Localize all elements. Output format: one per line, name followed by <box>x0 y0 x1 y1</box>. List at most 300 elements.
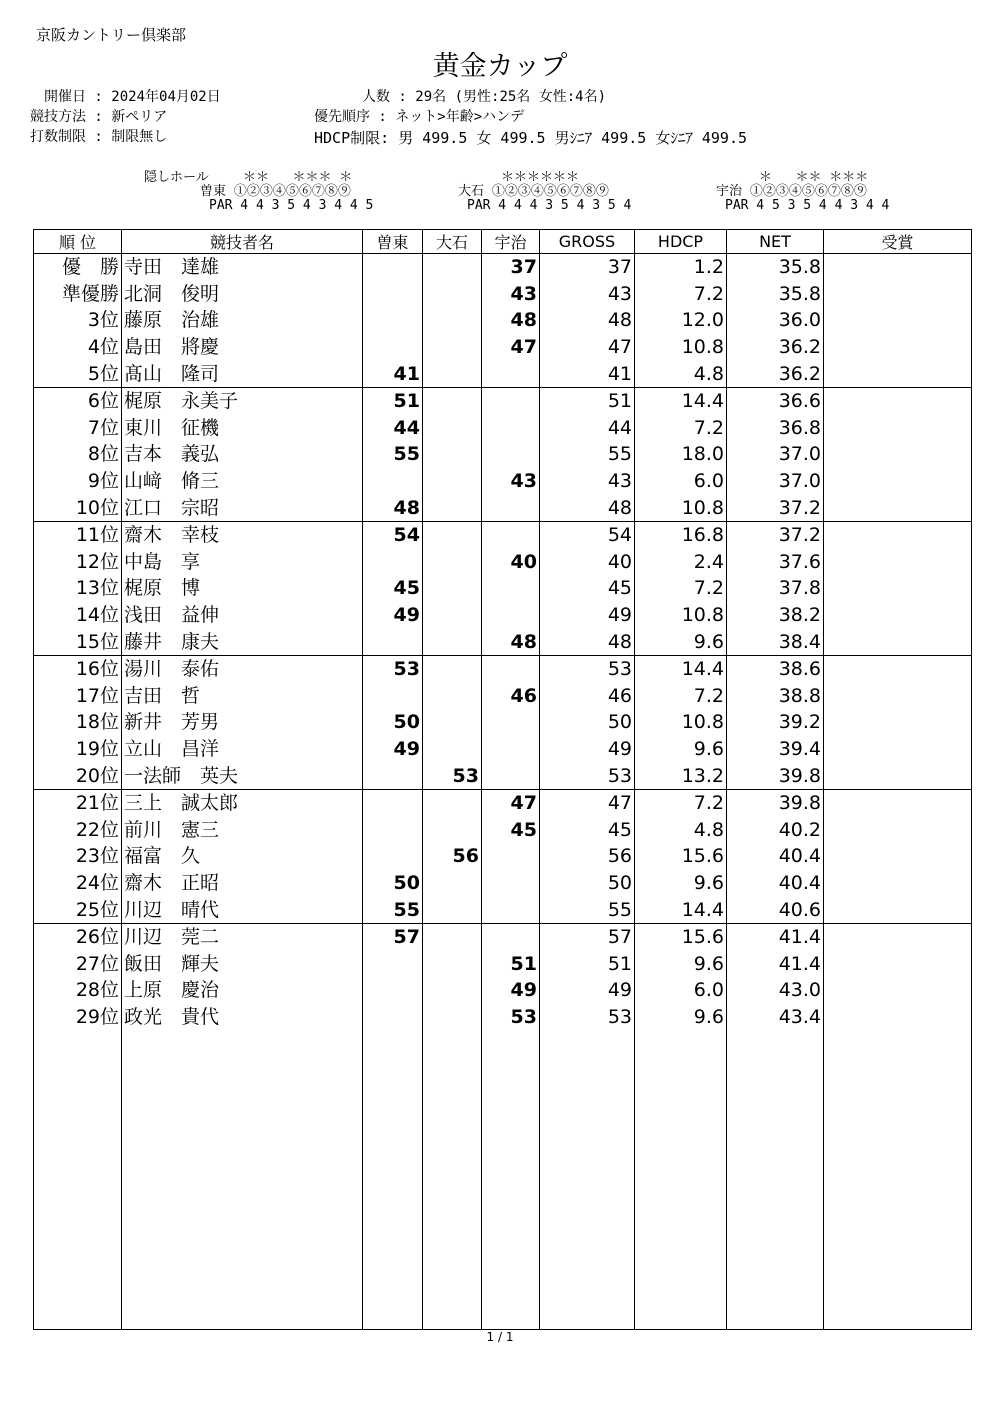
hidden-holes-oishi <box>458 171 631 213</box>
rank-cell: 29位 <box>34 1004 122 1031</box>
score-oishi <box>423 977 482 1004</box>
gross-score: 53 <box>540 1004 635 1031</box>
rank-cell: 24位 <box>34 870 122 897</box>
award-cell <box>824 254 972 281</box>
gross-score: 55 <box>540 441 635 468</box>
table-row <box>34 683 972 710</box>
net-score: 38.4 <box>727 628 824 655</box>
handicap: 13.2 <box>635 762 727 789</box>
net-score: 36.2 <box>727 360 824 387</box>
rank-cell: 準優勝 <box>34 281 122 308</box>
gross-score: 53 <box>540 655 635 682</box>
score-uji <box>482 387 540 414</box>
handicap: 10.8 <box>635 334 727 361</box>
empty-cell <box>635 1030 727 1329</box>
header-rank: 順 位 <box>34 230 122 254</box>
gross-score: 48 <box>540 628 635 655</box>
rank-cell: 5位 <box>34 360 122 387</box>
award-cell <box>824 521 972 548</box>
gross-score: 51 <box>540 950 635 977</box>
player-name: 齋木 幸枝 <box>122 521 363 548</box>
count-label: 人数 <box>362 89 390 105</box>
net-score: 43.0 <box>727 977 824 1004</box>
header-oishi: 大石 <box>423 230 482 254</box>
rank-cell: 26位 <box>34 923 122 950</box>
rank-cell: 25位 <box>34 896 122 923</box>
net-score: 41.4 <box>727 950 824 977</box>
score-oishi <box>423 736 482 763</box>
score-sone <box>363 254 423 281</box>
net-score: 38.2 <box>727 602 824 629</box>
score-oishi <box>423 789 482 816</box>
handicap: 14.4 <box>635 896 727 923</box>
handicap: 10.8 <box>635 602 727 629</box>
score-uji <box>482 602 540 629</box>
gross-score: 45 <box>540 575 635 602</box>
limit-value: 制限無し <box>111 129 168 145</box>
net-score: 40.6 <box>727 896 824 923</box>
handicap: 9.6 <box>635 950 727 977</box>
score-sone <box>363 683 423 710</box>
table-row <box>34 896 972 923</box>
rank-cell: 14位 <box>34 602 122 629</box>
table-row <box>34 950 972 977</box>
table-row <box>34 923 972 950</box>
gross-score: 57 <box>540 923 635 950</box>
award-cell <box>824 360 972 387</box>
player-name: 湯川 泰佑 <box>122 655 363 682</box>
empty-cell <box>482 1030 540 1329</box>
net-score: 39.8 <box>727 789 824 816</box>
score-oishi <box>423 655 482 682</box>
player-name: 寺田 達雄 <box>122 254 363 281</box>
gross-score: 47 <box>540 334 635 361</box>
award-cell <box>824 575 972 602</box>
table-row <box>34 789 972 816</box>
score-uji <box>482 843 540 870</box>
score-oishi <box>423 816 482 843</box>
page-title: 黄金カップ <box>432 51 568 82</box>
score-oishi <box>423 360 482 387</box>
award-cell <box>824 683 972 710</box>
player-name: 一法師 英夫 <box>122 762 363 789</box>
table-row <box>34 1004 972 1031</box>
table-row <box>34 360 972 387</box>
rank-cell: 21位 <box>34 789 122 816</box>
gross-score: 56 <box>540 843 635 870</box>
gross-score: 46 <box>540 683 635 710</box>
score-oishi <box>423 950 482 977</box>
player-name: 前川 憲三 <box>122 816 363 843</box>
net-score: 39.4 <box>727 736 824 763</box>
table-row <box>34 521 972 548</box>
empty-cell <box>824 1030 972 1329</box>
handicap: 12.0 <box>635 307 727 334</box>
score-sone <box>363 281 423 308</box>
player-name: 藤原 治雄 <box>122 307 363 334</box>
score-sone: 51 <box>363 387 423 414</box>
player-name: 福富 久 <box>122 843 363 870</box>
gross-score: 40 <box>540 549 635 576</box>
score-oishi: 53 <box>423 762 482 789</box>
table-row <box>34 816 972 843</box>
handicap: 6.0 <box>635 977 727 1004</box>
player-name: 川辺 莞二 <box>122 923 363 950</box>
score-uji: 51 <box>482 950 540 977</box>
gross-score: 41 <box>540 360 635 387</box>
score-sone <box>363 977 423 1004</box>
score-sone <box>363 549 423 576</box>
empty-cell <box>727 1030 824 1329</box>
net-score: 36.2 <box>727 334 824 361</box>
gross-score: 48 <box>540 494 635 521</box>
score-uji: 48 <box>482 307 540 334</box>
net-score: 40.2 <box>727 816 824 843</box>
rank-cell: 12位 <box>34 549 122 576</box>
score-uji <box>482 441 540 468</box>
table-row <box>34 762 972 789</box>
score-uji <box>482 896 540 923</box>
score-uji: 40 <box>482 549 540 576</box>
award-cell <box>824 281 972 308</box>
player-name: 梶原 博 <box>122 575 363 602</box>
rank-cell: 17位 <box>34 683 122 710</box>
score-sone: 44 <box>363 415 423 442</box>
player-name: 川辺 晴代 <box>122 896 363 923</box>
award-cell <box>824 549 972 576</box>
net-score: 39.2 <box>727 709 824 736</box>
award-cell <box>824 789 972 816</box>
limit-label: 打数制限 <box>30 129 86 145</box>
score-oishi <box>423 549 482 576</box>
rank-cell: 23位 <box>34 843 122 870</box>
score-uji: 37 <box>482 254 540 281</box>
table-row <box>34 415 972 442</box>
header-award: 受賞 <box>824 230 972 254</box>
award-cell <box>824 494 972 521</box>
gross-score: 49 <box>540 977 635 1004</box>
table-row <box>34 977 972 1004</box>
score-sone: 54 <box>363 521 423 548</box>
net-score: 39.8 <box>727 762 824 789</box>
rank-cell: 13位 <box>34 575 122 602</box>
table-row <box>34 468 972 495</box>
rank-cell: 11位 <box>34 521 122 548</box>
net-score: 36.6 <box>727 387 824 414</box>
score-sone <box>363 468 423 495</box>
score-sone <box>363 816 423 843</box>
player-name: 飯田 輝夫 <box>122 950 363 977</box>
hdcp-value: 男 499.5 女 499.5 男ｼﾆｱ 499.5 女ｼﾆｱ 499.5 <box>398 129 748 147</box>
hidden-stars-sone: ＊＊ ＊＊＊ ＊ <box>243 170 353 185</box>
par-uji: PAR 4 5 3 5 4 4 3 4 4 <box>725 198 890 213</box>
score-oishi <box>423 415 482 442</box>
handicap: 10.8 <box>635 709 727 736</box>
player-name: 三上 誠太郎 <box>122 789 363 816</box>
net-score: 43.4 <box>727 1004 824 1031</box>
handicap: 7.2 <box>635 415 727 442</box>
table-row <box>34 602 972 629</box>
table-row <box>34 736 972 763</box>
hidden-holes-uji <box>716 171 889 213</box>
player-name: 吉田 哲 <box>122 683 363 710</box>
net-score: 37.2 <box>727 494 824 521</box>
gross-score: 43 <box>540 281 635 308</box>
hidden-stars-oishi: ＊＊＊＊＊＊ <box>501 170 580 185</box>
net-score: 37.0 <box>727 468 824 495</box>
net-score: 38.8 <box>727 683 824 710</box>
score-uji: 49 <box>482 977 540 1004</box>
score-oishi <box>423 575 482 602</box>
handicap: 7.2 <box>635 789 727 816</box>
info-count: 人数 : 29名 (男性:25名 女性:4名) <box>362 89 607 105</box>
award-cell <box>824 1004 972 1031</box>
score-uji: 45 <box>482 816 540 843</box>
score-oishi <box>423 334 482 361</box>
score-sone: 57 <box>363 923 423 950</box>
gross-score: 53 <box>540 762 635 789</box>
player-name: 江口 宗昭 <box>122 494 363 521</box>
info-limit: 打数制限 : 制限無し <box>0 126 167 146</box>
net-score: 36.8 <box>727 415 824 442</box>
award-cell <box>824 762 972 789</box>
hole-numbers-sone: ①②③④⑤⑥⑦⑧⑨ <box>233 184 351 199</box>
award-cell <box>824 628 972 655</box>
rank-cell: 4位 <box>34 334 122 361</box>
handicap: 10.8 <box>635 494 727 521</box>
net-score: 41.4 <box>727 923 824 950</box>
score-sone <box>363 762 423 789</box>
rank-cell: 7位 <box>34 415 122 442</box>
header-gross: GROSS <box>540 230 635 254</box>
score-oishi <box>423 628 482 655</box>
award-cell <box>824 923 972 950</box>
score-uji: 47 <box>482 334 540 361</box>
rank-cell: 20位 <box>34 762 122 789</box>
player-name: 北洞 俊明 <box>122 281 363 308</box>
empty-rows-area <box>34 1030 972 1329</box>
award-cell <box>824 468 972 495</box>
award-cell <box>824 736 972 763</box>
gross-score: 44 <box>540 415 635 442</box>
gross-score: 47 <box>540 789 635 816</box>
page-number: 1 / 1 <box>486 1330 514 1344</box>
empty-cell <box>363 1030 423 1329</box>
gross-score: 45 <box>540 816 635 843</box>
handicap: 15.6 <box>635 923 727 950</box>
table-row <box>34 307 972 334</box>
table-row <box>34 494 972 521</box>
hole-numbers-oishi: ①②③④⑤⑥⑦⑧⑨ <box>491 184 609 199</box>
score-sone: 49 <box>363 736 423 763</box>
player-name: 島田 將慶 <box>122 334 363 361</box>
player-name: 齋木 正昭 <box>122 870 363 897</box>
player-name: 藤井 康夫 <box>122 628 363 655</box>
handicap: 15.6 <box>635 843 727 870</box>
player-name: 東川 征機 <box>122 415 363 442</box>
handicap: 7.2 <box>635 575 727 602</box>
score-uji <box>482 415 540 442</box>
award-cell <box>824 415 972 442</box>
score-uji <box>482 521 540 548</box>
score-oishi <box>423 468 482 495</box>
player-name: 政光 貴代 <box>122 1004 363 1031</box>
score-oishi <box>423 441 482 468</box>
handicap: 4.8 <box>635 816 727 843</box>
hidden-hole-label: 隠しホール <box>144 170 209 185</box>
date-value: 2024年04月02日 <box>111 89 221 105</box>
priority-label: 優先順序 <box>314 109 370 125</box>
score-oishi <box>423 494 482 521</box>
score-sone: 53 <box>363 655 423 682</box>
header-net: NET <box>727 230 824 254</box>
handicap: 9.6 <box>635 736 727 763</box>
score-sone: 55 <box>363 441 423 468</box>
table-row <box>34 843 972 870</box>
hole-numbers-uji: ①②③④⑤⑥⑦⑧⑨ <box>749 184 867 199</box>
score-sone <box>363 334 423 361</box>
award-cell <box>824 334 972 361</box>
award-cell <box>824 977 972 1004</box>
rank-cell: 優 勝 <box>34 254 122 281</box>
par-sone: PAR 4 4 3 5 4 3 4 4 5 <box>209 198 374 213</box>
score-uji <box>482 762 540 789</box>
net-score: 37.6 <box>727 549 824 576</box>
info-hdcp: HDCP制限: 男 499.5 女 499.5 男ｼﾆｱ 499.5 女ｼﾆｱ 499.5 <box>314 129 748 147</box>
award-cell <box>824 602 972 629</box>
score-sone <box>363 843 423 870</box>
award-cell <box>824 950 972 977</box>
rank-cell: 19位 <box>34 736 122 763</box>
handicap: 7.2 <box>635 281 727 308</box>
player-name: 吉本 義弘 <box>122 441 363 468</box>
handicap: 14.4 <box>635 655 727 682</box>
gross-score: 48 <box>540 307 635 334</box>
gross-score: 49 <box>540 736 635 763</box>
header-hdcp: HDCP <box>635 230 727 254</box>
priority-value: ネット>年齢>ハンデ <box>395 109 525 125</box>
handicap: 4.8 <box>635 360 727 387</box>
score-uji: 47 <box>482 789 540 816</box>
score-sone: 49 <box>363 602 423 629</box>
score-oishi <box>423 521 482 548</box>
award-cell <box>824 655 972 682</box>
score-sone <box>363 307 423 334</box>
score-oishi <box>423 254 482 281</box>
award-cell <box>824 387 972 414</box>
gross-score: 49 <box>540 602 635 629</box>
score-uji <box>482 736 540 763</box>
course-name-sone: 曽東 <box>200 184 227 199</box>
rank-cell: 28位 <box>34 977 122 1004</box>
award-cell <box>824 843 972 870</box>
table-row <box>34 441 972 468</box>
method-value: 新ペリア <box>111 109 168 125</box>
net-score: 37.8 <box>727 575 824 602</box>
header-sone: 曽東 <box>363 230 423 254</box>
table-row <box>34 387 972 414</box>
handicap: 16.8 <box>635 521 727 548</box>
rank-cell: 22位 <box>34 816 122 843</box>
handicap: 2.4 <box>635 549 727 576</box>
hidden-stars-uji: ＊ ＊＊ ＊＊＊ <box>759 170 869 185</box>
score-sone: 45 <box>363 575 423 602</box>
player-name: 立山 昌洋 <box>122 736 363 763</box>
handicap: 9.6 <box>635 870 727 897</box>
table-row <box>34 575 972 602</box>
net-score: 35.8 <box>727 254 824 281</box>
score-uji: 43 <box>482 468 540 495</box>
rank-cell: 8位 <box>34 441 122 468</box>
player-name: 浅田 益伸 <box>122 602 363 629</box>
rank-cell: 16位 <box>34 655 122 682</box>
score-sone: 41 <box>363 360 423 387</box>
gross-score: 50 <box>540 870 635 897</box>
gross-score: 43 <box>540 468 635 495</box>
player-name: 山﨑 脩三 <box>122 468 363 495</box>
rank-cell: 6位 <box>34 387 122 414</box>
score-uji <box>482 360 540 387</box>
net-score: 40.4 <box>727 843 824 870</box>
player-name: 上原 慶治 <box>122 977 363 1004</box>
score-sone <box>363 1004 423 1031</box>
table-header-row <box>34 230 972 254</box>
table-row <box>34 281 972 308</box>
player-name: 髙山 隆司 <box>122 360 363 387</box>
info-priority: 優先順序 : ネット>年齢>ハンデ <box>314 109 525 125</box>
gross-score: 50 <box>540 709 635 736</box>
method-label: 競技方法 <box>30 109 86 125</box>
score-oishi <box>423 923 482 950</box>
info-date: 開催日 : 2024年04月02日 <box>0 86 221 106</box>
handicap: 14.4 <box>635 387 727 414</box>
score-oishi <box>423 709 482 736</box>
date-label: 開催日 <box>44 89 86 105</box>
player-name: 中島 享 <box>122 549 363 576</box>
score-sone: 55 <box>363 896 423 923</box>
header-name: 競技者名 <box>122 230 363 254</box>
award-cell <box>824 307 972 334</box>
rank-cell: 15位 <box>34 628 122 655</box>
score-oishi <box>423 870 482 897</box>
score-sone: 50 <box>363 709 423 736</box>
handicap: 1.2 <box>635 254 727 281</box>
course-name-uji: 宇治 <box>716 184 743 199</box>
score-sone <box>363 950 423 977</box>
score-uji: 53 <box>482 1004 540 1031</box>
score-uji: 46 <box>482 683 540 710</box>
score-oishi <box>423 602 482 629</box>
score-oishi <box>423 1004 482 1031</box>
rank-cell: 27位 <box>34 950 122 977</box>
handicap: 18.0 <box>635 441 727 468</box>
club-name: 京阪カントリー倶楽部 <box>36 26 187 44</box>
table-row <box>34 628 972 655</box>
table-row <box>34 334 972 361</box>
rank-cell: 18位 <box>34 709 122 736</box>
par-oishi: PAR 4 4 4 3 5 4 3 5 4 <box>467 198 632 213</box>
score-sone: 50 <box>363 870 423 897</box>
award-cell <box>824 816 972 843</box>
score-oishi: 56 <box>423 843 482 870</box>
handicap: 6.0 <box>635 468 727 495</box>
rank-cell: 9位 <box>34 468 122 495</box>
empty-cell <box>423 1030 482 1329</box>
score-uji: 43 <box>482 281 540 308</box>
score-uji: 48 <box>482 628 540 655</box>
award-cell <box>824 896 972 923</box>
score-uji <box>482 575 540 602</box>
